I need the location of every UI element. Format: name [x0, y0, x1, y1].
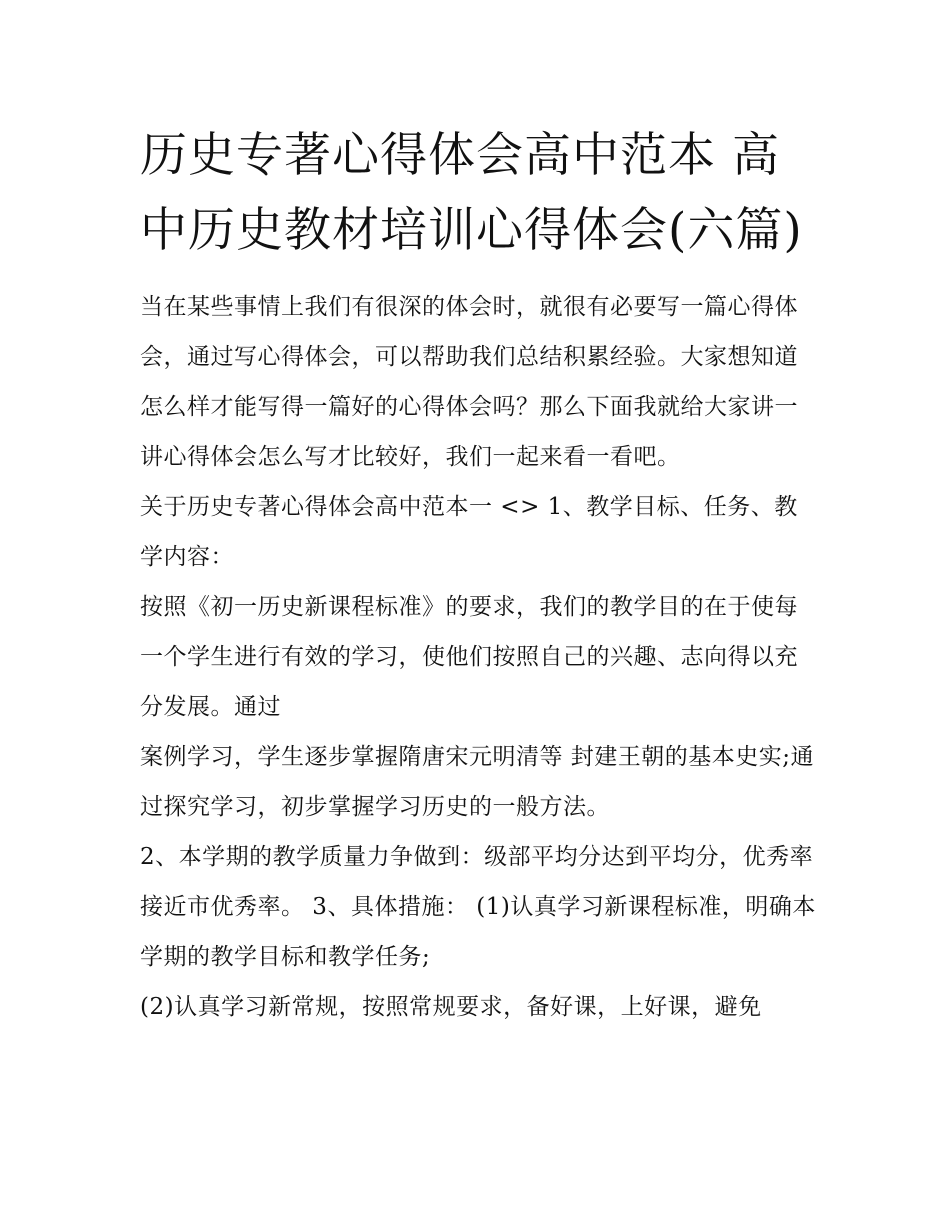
document-title: 历史专著心得体会高中范本 高中历史教材培训心得体会(六篇) — [140, 128, 803, 258]
paragraph-teaching-goal: 按照《初一历史新课程标准》的要求，我们的教学目的在于使每一个学生进行有效的学习，使他们按照自己的兴趣、志向得以充分发展。通过 — [140, 594, 798, 720]
paragraph-measures: (2)认真学习新常规，按照常规要求，备好课，上好课，避免 — [140, 994, 762, 1020]
document-page — [140, 118, 820, 1032]
paragraph-quality-goal: 2、本学期的教学质量力争做到：级部平均分达到平均分，优秀率接近市优秀率。 3、具体措施： (1)认真学习新课程标准，明确本学期的教学目标和教学任务; — [140, 844, 816, 970]
paragraph-case-study: 案例学习，学生逐步掌握隋唐宋元明清等 封建王朝的基本史实;通过探究学习，初步掌握学习历史的一般方法。 — [140, 744, 815, 820]
paragraph-intro: 当在某些事情上我们有很深的体会时，就很有必要写一篇心得体会，通过写心得体会，可以帮助我们总结积累经验。大家想知道怎么样才能写得一篇好的心得体会吗？那么下面我就给大家讲一讲心得体会怎么写才比较好，我们一起来看一看吧。 — [140, 294, 798, 470]
paragraph-section-one-heading: 关于历史专著心得体会高中范本一 <> 1、教学目标、任务、教学内容： — [140, 494, 798, 570]
